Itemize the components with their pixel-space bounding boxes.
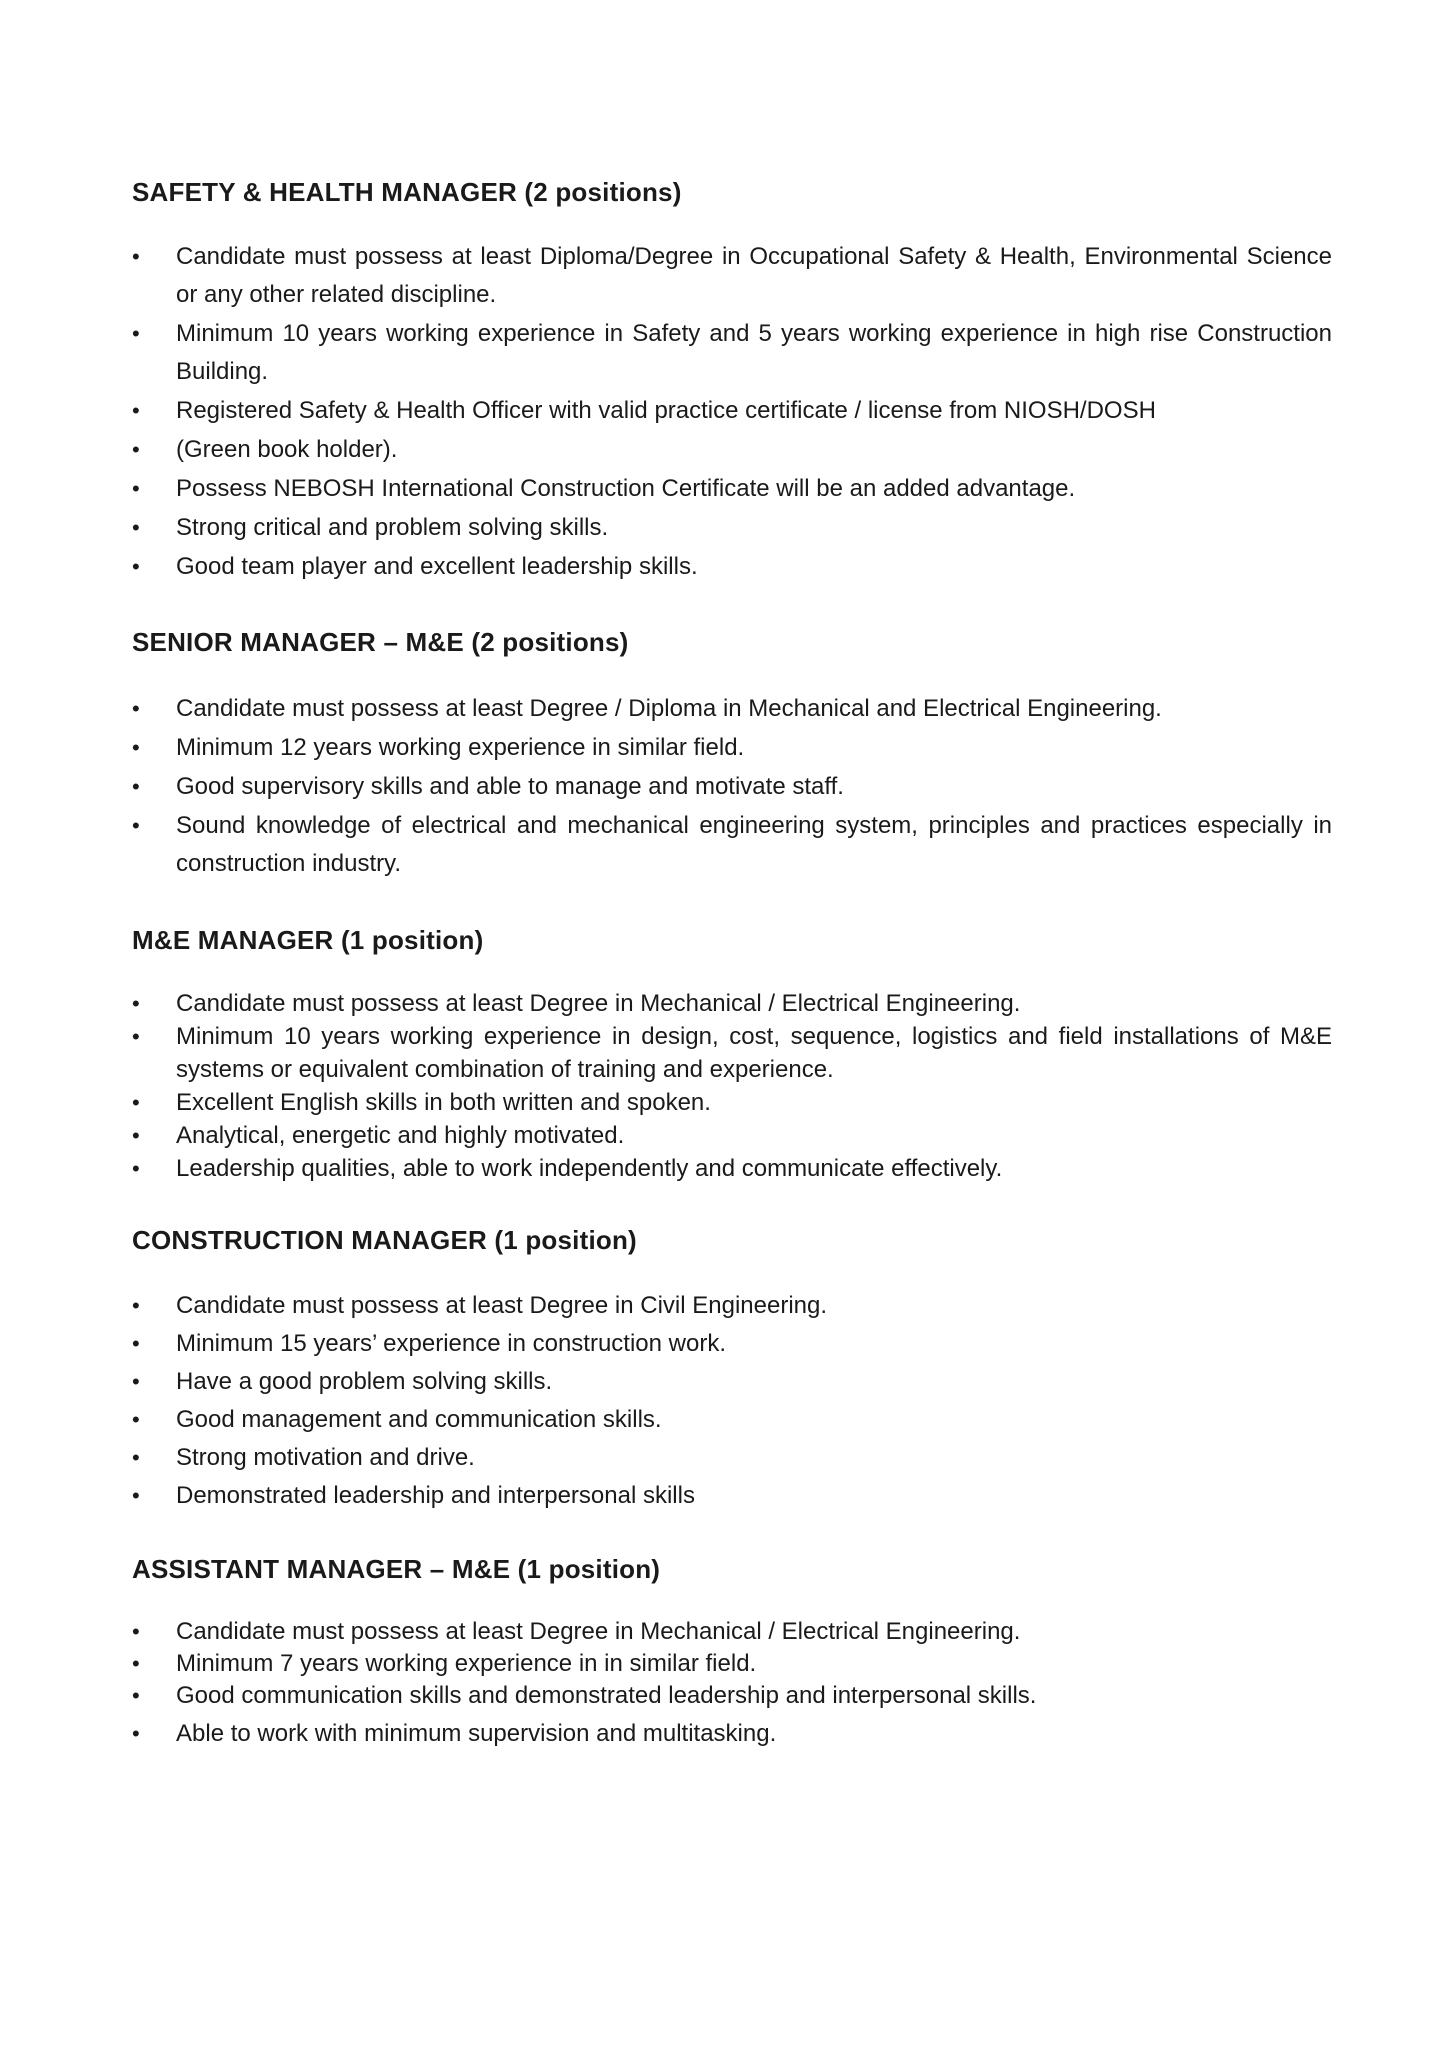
list-item-text: Candidate must possess at least Degree in Civil Engineering. — [176, 1292, 828, 1319]
requirements-list — [132, 238, 1332, 586]
list-item — [132, 1086, 1332, 1119]
list-item — [132, 1616, 1332, 1648]
bullet-icon: • — [132, 398, 140, 423]
list-item-text: (Green book holder). — [176, 436, 398, 463]
list-item-text: Minimum 15 years’ experience in construction work. — [176, 1330, 726, 1357]
list-item — [132, 1363, 1332, 1401]
list-item — [132, 1680, 1332, 1712]
bullet-icon: • — [132, 813, 140, 838]
list-item — [132, 1439, 1332, 1477]
list-item-text: Good communication skills and demonstrated leadership and interpersonal skills. — [176, 1682, 1037, 1709]
bullet-icon: • — [132, 1483, 140, 1508]
list-item-text: Have a good problem solving skills. — [176, 1368, 553, 1395]
list-item-text: Registered Safety & Health Officer with valid practice certificate / license from NIOSH/DOSH — [176, 397, 1156, 424]
list-item — [132, 1325, 1332, 1363]
list-item — [132, 807, 1332, 883]
bullet-icon: • — [132, 1651, 140, 1676]
section-heading: SENIOR MANAGER – M&E (2 positions) — [132, 627, 629, 657]
section-construction-manager — [132, 1220, 1332, 1515]
list-item — [132, 238, 1332, 314]
list-item-text: Good team player and excellent leadership skills. — [176, 553, 698, 580]
list-item-text: Able to work with minimum supervision and multitasking. — [176, 1720, 777, 1747]
list-item-text: Candidate must possess at least Degree in Mechanical / Electrical Engineering. — [176, 1618, 1021, 1645]
list-item-text: Candidate must possess at least Diploma/Degree in Occupational Safety & Health, Environmental Science or any other related discipline. — [176, 243, 1332, 308]
list-item-text: Demonstrated leadership and interpersonal skills — [176, 1482, 695, 1509]
bullet-icon: • — [132, 774, 140, 799]
list-item — [132, 315, 1332, 391]
requirements-list — [132, 690, 1332, 883]
list-item — [132, 1119, 1332, 1152]
list-item-text: Minimum 10 years working experience in Safety and 5 years working experience in high rise Construction Building. — [176, 320, 1332, 385]
requirements-list — [132, 1287, 1332, 1515]
bullet-icon: • — [132, 1445, 140, 1470]
bullet-icon: • — [132, 1721, 140, 1746]
list-item-text: Minimum 7 years working experience in in similar field. — [176, 1650, 757, 1677]
section-heading: M&E MANAGER (1 position) — [132, 925, 484, 955]
list-item-text: Strong critical and problem solving skills. — [176, 514, 609, 541]
list-item — [132, 690, 1332, 728]
list-item — [132, 987, 1332, 1020]
list-item-text: Strong motivation and drive. — [176, 1444, 475, 1471]
list-item — [132, 729, 1332, 767]
section-safety-health-manager — [132, 172, 1332, 587]
bullet-icon: • — [132, 1024, 140, 1049]
list-item — [132, 1287, 1332, 1325]
list-item-text: Minimum 10 years working experience in design, cost, sequence, logistics and field installations of M&E systems or equivalent combination of training and experience. — [176, 1023, 1332, 1083]
bullet-icon: • — [132, 1683, 140, 1708]
list-item — [132, 1718, 1332, 1750]
list-item-text: Minimum 12 years working experience in similar field. — [176, 734, 745, 761]
section-senior-manager-me — [132, 622, 1332, 884]
requirements-list — [132, 987, 1332, 1185]
bullet-icon: • — [132, 1407, 140, 1432]
bullet-icon: • — [132, 1369, 140, 1394]
section-assistant-manager-me — [132, 1549, 1332, 1750]
list-item-text: Good management and communication skills. — [176, 1406, 662, 1433]
section-heading: SAFETY & HEALTH MANAGER (2 positions) — [132, 177, 682, 207]
list-item — [132, 1648, 1332, 1680]
requirements-list — [132, 1616, 1332, 1750]
section-heading: CONSTRUCTION MANAGER (1 position) — [132, 1225, 637, 1255]
bullet-icon: • — [132, 1619, 140, 1644]
list-item — [132, 1020, 1332, 1086]
bullet-icon: • — [132, 991, 140, 1016]
bullet-icon: • — [132, 321, 140, 346]
list-item-text: Good supervisory skills and able to manage and motivate staff. — [176, 773, 844, 800]
list-item-text: Excellent English skills in both written and spoken. — [176, 1089, 711, 1116]
bullet-icon: • — [132, 515, 140, 540]
list-item-text: Candidate must possess at least Degree in Mechanical / Electrical Engineering. — [176, 990, 1021, 1017]
bullet-icon: • — [132, 1156, 140, 1181]
bullet-icon: • — [132, 437, 140, 462]
list-item-text: Leadership qualities, able to work independently and communicate effectively. — [176, 1155, 1003, 1182]
list-item-text: Analytical, energetic and highly motivated. — [176, 1122, 625, 1149]
bullet-icon: • — [132, 1123, 140, 1148]
section-heading: ASSISTANT MANAGER – M&E (1 position) — [132, 1554, 661, 1584]
list-item — [132, 1401, 1332, 1439]
list-item — [132, 1477, 1332, 1515]
bullet-icon: • — [132, 696, 140, 721]
list-item — [132, 509, 1332, 547]
section-me-manager — [132, 920, 1332, 1185]
list-item-text: Sound knowledge of electrical and mechanical engineering system, principles and practices especially in construction industry. — [176, 812, 1332, 877]
list-item — [132, 392, 1332, 430]
bullet-icon: • — [132, 1331, 140, 1356]
list-item — [132, 1152, 1332, 1185]
bullet-icon: • — [132, 1293, 140, 1318]
list-item — [132, 431, 1332, 469]
bullet-icon: • — [132, 554, 140, 579]
bullet-icon: • — [132, 735, 140, 760]
list-item-text: Candidate must possess at least Degree / Diploma in Mechanical and Electrical Engineering. — [176, 695, 1162, 722]
list-item-text: Possess NEBOSH International Construction Certificate will be an added advantage. — [176, 475, 1076, 502]
bullet-icon: • — [132, 244, 140, 269]
bullet-icon: • — [132, 476, 140, 501]
bullet-icon: • — [132, 1090, 140, 1115]
list-item — [132, 768, 1332, 806]
list-item — [132, 470, 1332, 508]
list-item — [132, 548, 1332, 586]
